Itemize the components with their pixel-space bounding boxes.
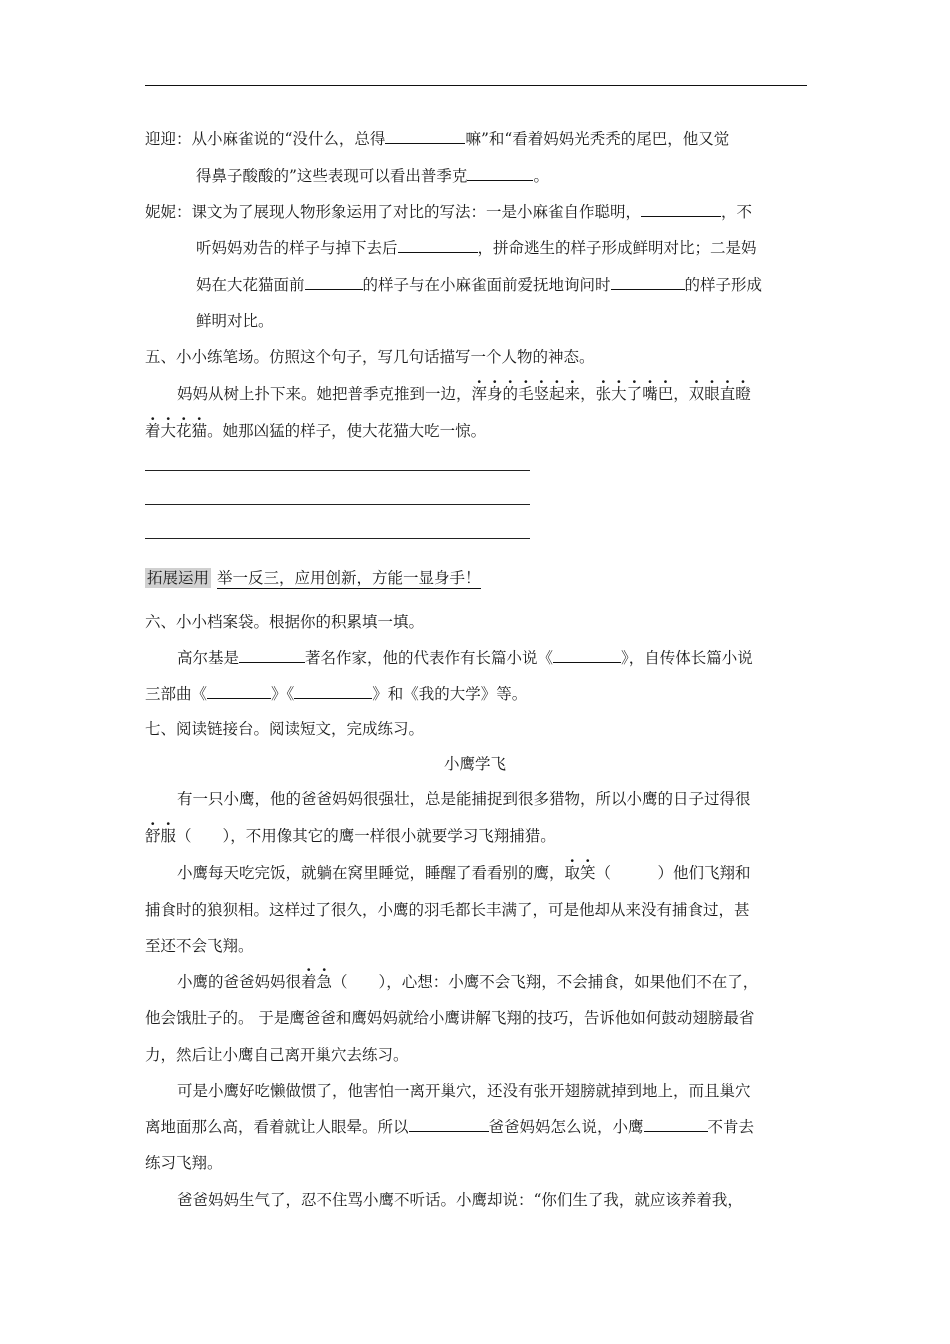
emphasized-char: 花: [176, 422, 192, 440]
q5-example-line-2: [145, 421, 486, 441]
text: [301, 973, 332, 991]
nini-line-3: [196, 275, 762, 295]
story-p1-line-2: [145, 826, 556, 846]
text: 著名作家，他的代表作有长篇小说《: [305, 649, 554, 667]
text: 高尔基是: [177, 649, 240, 667]
story-p2-line-2: [145, 900, 750, 920]
text: [596, 385, 674, 403]
text: 爸爸妈妈怎么说，小鹰: [488, 1118, 644, 1136]
emphasized-char: 毛: [518, 385, 534, 403]
emphasized-char: 眼: [704, 385, 720, 403]
emphasized-char: 巴: [657, 385, 674, 403]
blank[interactable]: [294, 684, 372, 699]
text: 小鹰的爸爸妈妈很: [177, 973, 302, 991]
text: 爸爸妈妈生气了，忍不住骂小鹰不听话。小鹰却说：“你们生了我，就应该养着我，: [177, 1191, 743, 1209]
emphasized-char: 急: [316, 973, 333, 991]
text: 小鹰每天吃完饭，就躺在窝里睡觉，睡醒了看看别的鹰，: [177, 864, 565, 882]
emphasized-char: 嘴: [642, 385, 658, 403]
text: 嘛”和“看着妈妈光秃秃的尾巴，他又觉: [465, 130, 730, 148]
writing-line-3[interactable]: [145, 538, 530, 539]
emphasis-dots: [145, 422, 207, 440]
text: 的样子形成: [684, 276, 763, 294]
text: 有一只小鹰，他的爸爸妈妈很强壮，总是能捕捉到很多猎物，所以小鹰的日子过得很: [177, 790, 751, 808]
emphasized-char: 舒: [145, 827, 161, 845]
story-p1-line-1: [177, 789, 751, 809]
story-p4-line-1: [177, 1081, 751, 1101]
blank[interactable]: [385, 129, 465, 144]
emphasized-char: 起: [549, 385, 565, 403]
text: ，: [673, 385, 689, 403]
text: 。: [533, 167, 549, 185]
emphasis-dots: [689, 385, 751, 403]
blank[interactable]: [305, 275, 363, 290]
nini-line-1: [145, 202, 752, 222]
extension-banner: [145, 568, 481, 589]
emphasized-char: 竖: [533, 385, 550, 403]
nini-line-2: [196, 238, 757, 258]
text: 练习飞翔。: [145, 1154, 223, 1172]
story-p5-line-1: [177, 1190, 743, 1210]
text: 七、阅读链接台。阅读短文，完成练习。: [145, 720, 425, 738]
emphasized-char: 双: [688, 385, 705, 403]
q7-title: [145, 719, 424, 739]
text: （ ）他们飞翔和: [595, 864, 751, 882]
text: 捕食时的狼狈相。这样过了很久，小鹰的羽毛都长丰满了，可是他却从来没有捕食过，甚: [145, 901, 750, 919]
text: 。她那凶猛的样子，使大花猫大吃一惊。: [207, 422, 487, 440]
blank[interactable]: [409, 1117, 489, 1132]
text: 力，然后让小鹰自己离开巢穴去练习。: [145, 1046, 409, 1064]
text: [145, 422, 207, 440]
blank[interactable]: [553, 648, 621, 663]
text: 他会饿肚子的。 于是鹰爸爸和鹰妈妈就给小鹰讲解飞翔的技巧，告诉他如何鼓动翅膀最省: [145, 1009, 755, 1027]
blank[interactable]: [207, 684, 271, 699]
q6-title: [145, 612, 424, 632]
text: 》，自传体长篇小说: [621, 649, 753, 667]
text: ，不: [721, 203, 753, 221]
text: 可是小鹰好吃懒做惯了，他害怕一离开巢穴，还没有张开翅膀就掉到地上，而且巢穴: [177, 1082, 751, 1100]
emphasized-char: 瞪: [735, 385, 751, 403]
text: 》和《我的大学》等。: [372, 685, 528, 703]
story-p4-line-2: [145, 1117, 754, 1137]
story-p4-line-3: [145, 1153, 223, 1173]
text: 的样子与在小麻雀面前爱抚地询问时: [362, 276, 611, 294]
emphasized-char: 笑: [580, 864, 596, 882]
text: （ ），不用像其它的鹰一样很小就要学习飞翔捕猎。: [176, 827, 556, 845]
emphasized-char: 的: [502, 385, 519, 403]
text: [145, 827, 176, 845]
emphasis-dots: [301, 973, 332, 991]
text: 不肯去: [707, 1118, 755, 1136]
emphasis-dots: [472, 385, 581, 403]
writing-line-1[interactable]: [145, 470, 530, 471]
extension-slogan: 举一反三，应用创新，方能一显身手！: [217, 569, 481, 587]
text: （ ），心想：小鹰不会飞翔，不会捕食，如果他们不在了，: [332, 973, 759, 991]
text: 听妈妈劝告的样子与掉下去后: [196, 239, 398, 257]
text: [565, 864, 596, 882]
emphasis-dots: [596, 385, 674, 403]
text: 离地面那么高，看着就让人眼晕。所以: [145, 1118, 409, 1136]
text: 得鼻子酸酸的”这些表现可以看出普季克: [196, 167, 468, 185]
text: 妈妈从树上扑下来。她把普季克推到一边，: [177, 385, 472, 403]
emphasis-dots: [565, 864, 596, 882]
emphasized-char: 直: [719, 385, 736, 403]
blank[interactable]: [239, 648, 305, 663]
yingying-line-1: [145, 129, 729, 149]
story-p2-line-3: [145, 936, 254, 956]
text: 五、小小练笔场。仿照这个句子，写几句话描写一个人物的神态。: [145, 348, 595, 366]
story-p3-line-2: [145, 1008, 754, 1028]
text: ，: [580, 385, 596, 403]
text: 迎迎：从小麻雀说的“没什么，总得: [145, 130, 386, 148]
emphasized-char: 大: [160, 422, 177, 440]
emphasized-char: 了: [626, 385, 643, 403]
emphasized-char: 着: [145, 422, 161, 440]
emphasized-char: 服: [160, 827, 177, 845]
nini-line-4: [196, 311, 274, 331]
emphasized-char: 大: [611, 385, 627, 403]
emphasized-char: 浑: [471, 385, 488, 403]
text: 三部曲《: [145, 685, 208, 703]
story-p3-line-3: [145, 1045, 409, 1065]
text: 小鹰学飞: [443, 755, 506, 773]
story-title: [0, 754, 950, 774]
emphasized-char: 猫: [191, 422, 208, 440]
text: ，拼命逃生的样子形成鲜明对比；二是妈: [477, 239, 757, 257]
text: 妮妮：课文为了展现人物形象运用了对比的写法：一是小麻雀自作聪明，: [145, 203, 642, 221]
emphasized-char: 来: [564, 385, 581, 403]
q5-title: [145, 347, 595, 367]
text: [472, 385, 581, 403]
text: 》《: [271, 685, 295, 703]
text: 至还不会飞翔。: [145, 937, 254, 955]
writing-line-2[interactable]: [145, 504, 530, 505]
emphasized-char: 着: [301, 973, 317, 991]
blank[interactable]: [398, 238, 478, 253]
blank[interactable]: [641, 202, 721, 217]
extension-tag: 拓展运用: [147, 569, 210, 587]
q6-line-1: [177, 648, 753, 668]
q6-line-2: [145, 684, 527, 704]
text: [689, 385, 751, 403]
emphasized-char: 张: [595, 385, 612, 403]
emphasized-char: 取: [564, 864, 581, 882]
emphasized-char: 身: [487, 385, 503, 403]
blank[interactable]: [611, 275, 685, 290]
text: 六、小小档案袋。根据你的积累填一填。: [145, 613, 425, 631]
blank[interactable]: [467, 166, 533, 181]
header-rule: [145, 85, 807, 86]
q5-example-line-1: [177, 384, 751, 404]
emphasis-dots: [145, 827, 176, 845]
yingying-line-2: [196, 166, 549, 186]
text: 鲜明对比。: [196, 312, 274, 330]
text: 妈在大花猫面前: [196, 276, 305, 294]
blank[interactable]: [644, 1117, 708, 1132]
story-p3-line-1: [177, 972, 758, 992]
story-p2-line-1: [177, 863, 751, 883]
